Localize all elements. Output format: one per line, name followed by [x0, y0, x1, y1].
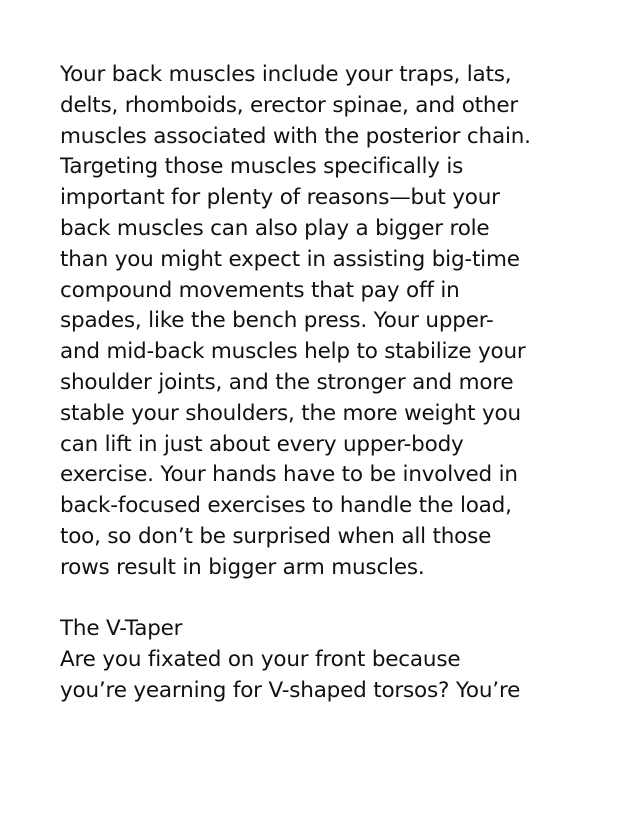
text-line: can lift in just about every upper-body — [60, 431, 464, 457]
text-line: and mid-back muscles help to stabilize your — [60, 339, 526, 365]
paragraph-back-muscles — [60, 60, 600, 584]
text-line: delts, rhomboids, erector spinae, and other — [60, 92, 519, 118]
text-line: exercise. Your hands have to be involved in — [60, 462, 518, 488]
text-line: back muscles can also play a bigger role — [60, 215, 490, 241]
text-line: too, so don’t be surprised when all those — [60, 523, 492, 549]
paragraph-v-taper — [60, 645, 600, 707]
text-line: compound movements that pay off in — [60, 277, 460, 303]
text-line: Your back muscles include your traps, lats, — [60, 62, 512, 87]
text-line: rows result in bigger arm muscles. — [60, 554, 425, 580]
paragraph-spacer — [60, 584, 600, 615]
text-line: shoulder joints, and the stronger and more — [60, 369, 514, 395]
text-line: back-focused exercises to handle the load, — [60, 493, 512, 519]
text-line: muscles associated with the posterior chain. — [60, 123, 531, 149]
text-line: Are you fixated on your front because — [60, 647, 461, 673]
text-line: you’re yearning for V-shaped torsos? You’re — [60, 677, 521, 703]
document-body — [60, 60, 600, 707]
text-line: spades, like the bench press. Your upper- — [60, 308, 494, 334]
text-line: stable your shoulders, the more weight you — [60, 400, 521, 426]
text-line: than you might expect in assisting big-time — [60, 246, 520, 272]
text-line: important for plenty of reasons—but your — [60, 185, 500, 211]
text-line: Targeting those muscles specifically is — [60, 154, 464, 180]
section-heading: The V-Taper — [60, 616, 183, 642]
